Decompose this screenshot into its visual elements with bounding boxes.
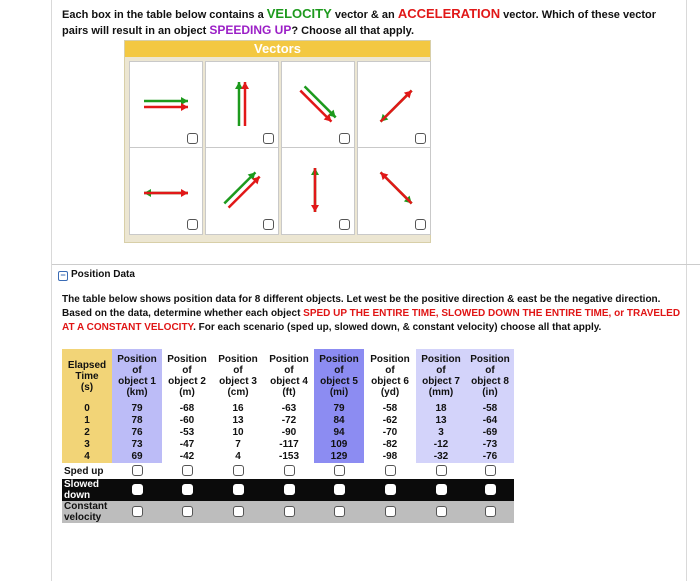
vector-pair-checkbox[interactable] [187, 219, 198, 230]
vector-pair-checkbox[interactable] [187, 133, 198, 144]
position-cell: -12 [416, 439, 466, 451]
slowed-down-checkbox-cell [466, 479, 514, 501]
position-cell: -68 [162, 403, 212, 415]
position-column-header: Position of object 7 (mm) [416, 349, 466, 403]
constant-velocity-checkbox-cell [264, 501, 314, 523]
sped-up-checkbox[interactable] [233, 465, 244, 476]
position-cell: -58 [364, 403, 416, 415]
slowed-down-checkbox-cell [112, 479, 162, 501]
constant-velocity-checkbox[interactable] [334, 506, 345, 517]
sped-up-label: Sped up [62, 463, 112, 479]
position-cell: 94 [314, 427, 364, 439]
constant-velocity-checkbox[interactable] [485, 506, 496, 517]
position-cell: 18 [416, 403, 466, 415]
acceleration-arrow-icon [381, 172, 412, 203]
position-cell: -69 [466, 427, 514, 439]
constant-velocity-checkbox-cell [314, 501, 364, 523]
position-column-header: Position of object 8 (in) [466, 349, 514, 403]
velocity-word: VELOCITY [266, 6, 332, 21]
vector-pair-checkbox[interactable] [339, 219, 350, 230]
position-cell: -58 [466, 403, 514, 415]
acceleration-arrow-icon [241, 82, 249, 126]
elapsed-time-cell: 2 [62, 427, 112, 439]
constant-velocity-checkbox[interactable] [132, 506, 143, 517]
slowed-down-checkbox-cell [264, 479, 314, 501]
velocity-arrow-icon [305, 86, 336, 117]
slowed-down-checkbox[interactable] [385, 484, 396, 495]
position-cell: 76 [112, 427, 162, 439]
position-cell: -153 [264, 451, 314, 463]
position-column-header: Position of object 2 (m) [162, 349, 212, 403]
section-divider [52, 264, 700, 265]
vector-pair-cell [205, 147, 279, 235]
position-cell: -117 [264, 439, 314, 451]
position-cell: -53 [162, 427, 212, 439]
position-cell: 4 [212, 451, 264, 463]
instructions-text: . For each scenario (sped up, slowed down, & constant velocity) choose all that apply. [193, 322, 602, 333]
position-cell: -72 [264, 415, 314, 427]
elapsed-time-cell: 1 [62, 415, 112, 427]
table-row [62, 427, 514, 439]
position-cell: -47 [162, 439, 212, 451]
constant-velocity-checkbox[interactable] [284, 506, 295, 517]
constant-velocity-checkbox-cell [162, 501, 212, 523]
slowed-down-checkbox[interactable] [485, 484, 496, 495]
position-cell: 13 [212, 415, 264, 427]
constant-velocity-checkbox[interactable] [182, 506, 193, 517]
sped-up-checkbox-cell [466, 463, 514, 479]
right-border [686, 0, 687, 581]
vector-pair-cell [129, 61, 203, 149]
table-row [62, 403, 514, 415]
elapsed-time-cell: 4 [62, 451, 112, 463]
position-cell: 78 [112, 415, 162, 427]
sped-up-row [62, 463, 514, 479]
position-cell: -60 [162, 415, 212, 427]
position-cell: 7 [212, 439, 264, 451]
slowed-down-checkbox[interactable] [436, 484, 447, 495]
sped-up-checkbox[interactable] [284, 465, 295, 476]
position-column-header: Position of object 1 (km) [112, 349, 162, 403]
position-cell: -63 [264, 403, 314, 415]
position-table [62, 349, 514, 523]
vector-pair-checkbox[interactable] [415, 133, 426, 144]
constant-velocity-checkbox-cell [416, 501, 466, 523]
question-text: ? Choose all that apply. [291, 25, 415, 37]
slowed-down-checkbox[interactable] [284, 484, 295, 495]
acceleration-arrow-icon [144, 103, 188, 111]
vectors-panel [124, 40, 431, 243]
sped-up-checkbox[interactable] [182, 465, 193, 476]
position-cell: 129 [314, 451, 364, 463]
constant-velocity-checkbox-cell [212, 501, 264, 523]
position-cell: 79 [314, 403, 364, 415]
constant-velocity-checkbox[interactable] [233, 506, 244, 517]
vector-pair-checkbox[interactable] [263, 219, 274, 230]
position-cell: -98 [364, 451, 416, 463]
velocity-arrow-icon [224, 172, 255, 203]
vector-pair-cell [281, 147, 355, 235]
position-cell: 3 [416, 427, 466, 439]
position-cell: -32 [416, 451, 466, 463]
slowed-down-checkbox-cell [212, 479, 264, 501]
slowed-down-checkbox[interactable] [132, 484, 143, 495]
vector-pair-cell [357, 147, 431, 235]
collapse-icon[interactable]: − [58, 271, 68, 281]
constant-velocity-checkbox[interactable] [436, 506, 447, 517]
acceleration-word: ACCELERATION [397, 6, 501, 21]
table-row [62, 439, 514, 451]
constant-velocity-label: Constant velocity [62, 501, 112, 523]
table-row [62, 415, 514, 427]
slowed-down-label: Slowed down [62, 479, 112, 501]
position-cell: -62 [364, 415, 416, 427]
acceleration-arrow-icon [229, 177, 260, 208]
position-instructions [62, 293, 692, 335]
position-column-header: Position of object 5 (mi) [314, 349, 364, 403]
vector-pair-cell [205, 61, 279, 149]
sped-up-checkbox-cell [416, 463, 466, 479]
position-column-header: Position of object 4 (ft) [264, 349, 314, 403]
sped-up-checkbox-cell [364, 463, 416, 479]
position-cell: 84 [314, 415, 364, 427]
slowed-down-checkbox-cell [314, 479, 364, 501]
position-cell: -73 [466, 439, 514, 451]
sped-up-checkbox[interactable] [485, 465, 496, 476]
elapsed-time-header: Elapsed Time (s) [62, 349, 112, 403]
position-cell: 109 [314, 439, 364, 451]
position-cell: 13 [416, 415, 466, 427]
constant-velocity-row [62, 501, 514, 523]
position-cell: 79 [112, 403, 162, 415]
vector-question [62, 6, 672, 39]
constant-velocity-checkbox-cell [466, 501, 514, 523]
acceleration-arrow-icon [381, 91, 412, 122]
vector-pair-cell [357, 61, 431, 149]
sped-up-checkbox-cell [314, 463, 364, 479]
position-cell: 16 [212, 403, 264, 415]
constant-velocity-checkbox[interactable] [385, 506, 396, 517]
sped-up-checkbox[interactable] [334, 465, 345, 476]
slowed-down-checkbox[interactable] [233, 484, 244, 495]
slowed-down-checkbox[interactable] [334, 484, 345, 495]
vectors-title: Vectors [125, 41, 430, 57]
sped-up-checkbox[interactable] [436, 465, 447, 476]
vector-pair-checkbox[interactable] [339, 133, 350, 144]
instructions-text: The table below shows position data for 8 different objects. Let west be the positive direction & east be the negative direction. Based on the data, determine whether each object [62, 294, 661, 319]
vector-pair-cell [281, 61, 355, 149]
position-cell: -42 [162, 451, 212, 463]
position-column-header: Position of object 6 (yd) [364, 349, 416, 403]
elapsed-time-cell: 3 [62, 439, 112, 451]
sped-up-checkbox-cell [112, 463, 162, 479]
left-border [51, 0, 52, 581]
position-cell: 10 [212, 427, 264, 439]
question-text: Each box in the table below contains a [62, 9, 267, 21]
slowed-down-checkbox-cell [416, 479, 466, 501]
constant-velocity-checkbox-cell [112, 501, 162, 523]
question-text: vector & an [331, 9, 398, 21]
sped-up-checkbox-cell [212, 463, 264, 479]
position-cell: -82 [364, 439, 416, 451]
slowed-down-checkbox-cell [364, 479, 416, 501]
sped-up-checkbox-cell [162, 463, 212, 479]
slowed-down-checkbox[interactable] [182, 484, 193, 495]
instructions-highlight: SPED UP THE ENTIRE TIME, SLOWED DOWN THE ENTIRE TIME, or TRAVELED AT A CONSTANT VELOCITY [62, 308, 681, 333]
sped-up-checkbox[interactable] [132, 465, 143, 476]
position-column-header: Position of object 3 (cm) [212, 349, 264, 403]
position-data-heading[interactable] [58, 269, 135, 281]
position-cell: -70 [364, 427, 416, 439]
acceleration-arrow-icon [300, 91, 331, 122]
slowed-down-checkbox-cell [162, 479, 212, 501]
position-cell: -90 [264, 427, 314, 439]
position-cell: 73 [112, 439, 162, 451]
elapsed-time-cell: 0 [62, 403, 112, 415]
sped-up-checkbox-cell [264, 463, 314, 479]
vector-pair-checkbox[interactable] [415, 219, 426, 230]
position-cell: -76 [466, 451, 514, 463]
sped-up-checkbox[interactable] [385, 465, 396, 476]
speeding-up-word: SPEEDING UP [209, 23, 292, 37]
vector-pair-checkbox[interactable] [263, 133, 274, 144]
constant-velocity-checkbox-cell [364, 501, 416, 523]
position-data-title: Position Data [71, 269, 135, 280]
position-cell: -64 [466, 415, 514, 427]
position-cell: 69 [112, 451, 162, 463]
vector-pair-cell [129, 147, 203, 235]
question-text: vector. Which of these vector pairs will result in an object [62, 9, 656, 37]
slowed-down-row [62, 479, 514, 501]
table-row [62, 451, 514, 463]
